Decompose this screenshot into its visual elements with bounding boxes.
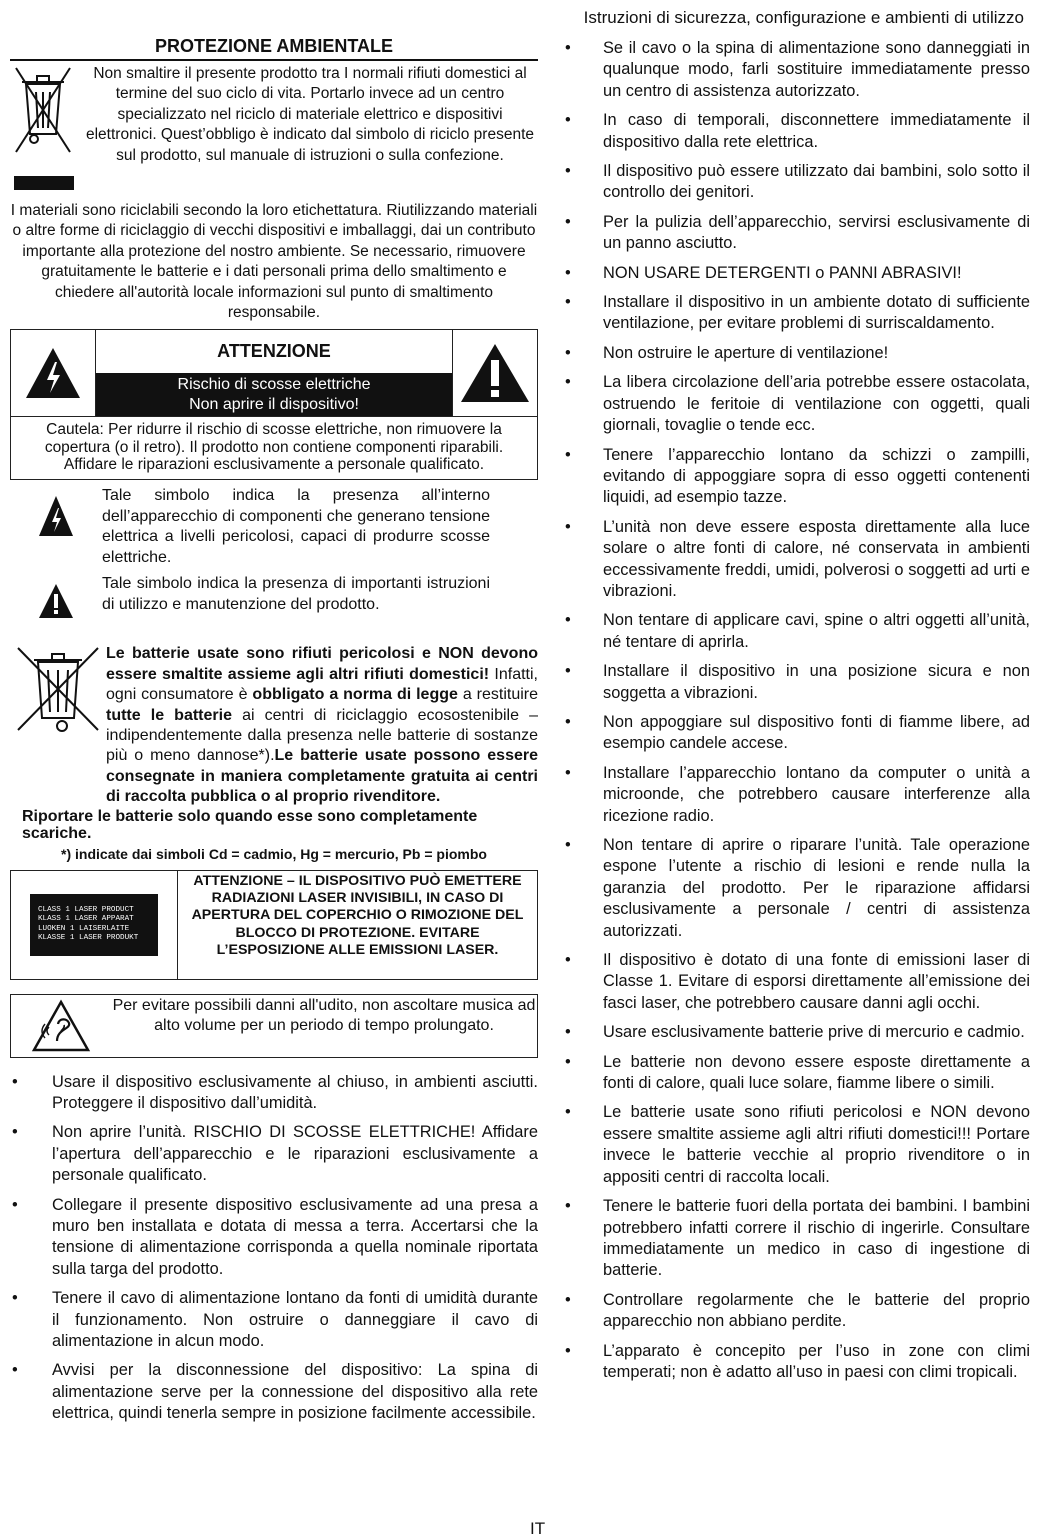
list-item — [562, 110, 1030, 153]
batteries-text1: Infatti, ogni consumatore è — [106, 665, 538, 704]
bullet: • — [565, 162, 571, 181]
list-item-text: Il dispositivo può essere utilizzato dai bambini, solo sotto il controllo dei genitori. — [603, 162, 1030, 202]
bullet: • — [12, 1361, 18, 1380]
attention-banner — [96, 373, 452, 416]
bullet: • — [565, 1052, 571, 1071]
list-item-text: Tenere l’apparecchio lontano da schizzi o zampilli, evitando di appoggiare sopra di esso oggetti contenenti liquidi, ad esempio tazze. — [603, 445, 1030, 507]
list-item-text: Le batterie usate sono rifiuti pericolosi e NON devono essere smaltite assieme agli altri rifiuti domestici!!! Portare invece le batterie vecchie al proprio rivenditore o in appositi centri di raccolta locali. — [603, 1103, 1030, 1186]
bullet: • — [12, 1289, 18, 1308]
bullet: • — [12, 1123, 18, 1142]
batteries-text3: ai centri di riciclaggio ecosostenibile – indipendentemente dalla presenza nelle batterie di sostanze più o meno dannose*). — [106, 706, 539, 765]
bullet: • — [565, 836, 571, 854]
batteries-para1 — [106, 644, 538, 807]
list-item — [10, 1072, 538, 1115]
exclamation-symbol-row — [10, 574, 538, 620]
list-item — [562, 343, 1030, 364]
attention-title: ATTENZIONE — [217, 341, 331, 362]
list-item — [562, 1196, 1030, 1282]
page-footer: IT — [530, 1519, 546, 1538]
list-item-text: Collegare il presente dispositivo esclusivamente ad una presa a muro ben installata e dotata di messa a terra. Accertarsi che la tensione di alimentazione corrisponda a quella nominale riportata sulla targa del prodotto. — [52, 1195, 538, 1278]
environment-para2: I materiali sono riciclabili secondo la loro etichettatura. Riutilizzando materiali o altre forme di riciclaggio di vecchi dispositivi e imballaggi, dai un contributo importante alla protezione del nostro ambiente. Se necessario, rimuovere gratuitamente le batterie e i dati personali prima dello smaltimento e chiedere all'autorità locale informazioni sul punto di smaltimento responsabile. — [10, 202, 538, 322]
exclamation-symbol-text: Tale simbolo indica la presenza di importanti istruzioni di utilizzo e manutenzione del prodotto. — [102, 575, 490, 613]
bullet: • — [565, 1290, 571, 1309]
list-item-text: Installare il dispositivo in un ambiente dotato di sufficiente ventilazione, per evitare problemi di surriscaldamento. — [603, 293, 1030, 333]
hearing-box — [10, 994, 538, 1058]
ear-warning-icon — [11, 995, 111, 1057]
list-item — [562, 1290, 1030, 1333]
list-item-text: Il dispositivo è dotato di una fonte di emissioni laser di Classe 1. Evitare di esporsi direttamente all’emissione dei fasci laser, che potrebbero causare danni agli occhi. — [603, 951, 1030, 1012]
laser-label-line: KLASSE 1 LASER PRODUKT — [38, 933, 139, 942]
list-item-text: Installare il dispositivo in una posizione sicura e non soggetta a vibrazioni. — [603, 662, 1030, 702]
list-item-text: Usare il dispositivo esclusivamente al chiuso, in ambienti asciutti. Proteggere il dispositivo dall’umidità. — [52, 1072, 538, 1112]
list-item-text: Non tentare di aprire o riparare l’unità. Tale operazione espone l’utente a rischio di lesioni e rende nulla la garanzia del prodotto. Per le riparazione affidarsi esclusivamente a personale / centri di assistenza autorizzati. — [603, 836, 1030, 940]
list-item — [10, 1360, 538, 1424]
left-bullet-list — [10, 1072, 538, 1425]
bullet: • — [565, 263, 571, 282]
list-item — [562, 372, 1030, 436]
list-item — [562, 517, 1030, 603]
page-header: Istruzioni di sicurezza, configurazione e ambienti di utilizzo — [583, 8, 1024, 27]
bullet: • — [12, 1195, 18, 1214]
list-item-text: L’apparato è concepito per l’uso in zone con climi temperati; non è adatto all’uso in paesi con climi tropicali. — [603, 1341, 1030, 1381]
list-item — [562, 1341, 1030, 1384]
bullet: • — [565, 662, 571, 681]
batteries-bold5: Riportare le batterie solo quando esse sono completamente scariche. — [22, 807, 478, 842]
list-item-text: Avvisi per la disconnessione del dispositivo: La spina di alimentazione serve per la connessione del dispositivo alla rete elettrica, quindi tenerla sempre in posizione facilmente accessibile. — [52, 1361, 538, 1423]
batteries-bold1: Le batterie usate sono rifiuti pericolosi e NON devono essere smaltite assieme agli altri rifiuti domestici! — [106, 645, 538, 683]
list-item — [10, 1122, 538, 1186]
bullet: • — [565, 212, 571, 231]
attention-line1: Rischio di scosse elettriche — [177, 376, 371, 394]
list-item-text: Non aprire l’unità. RISCHIO DI SCOSSE ELETTRICHE! Affidare l’apertura dell’apparecchio e le riparazioni esclusivamente a personale qualificato. — [52, 1123, 538, 1185]
bullet: • — [565, 343, 571, 362]
list-item-text: In caso di temporali, disconnettere immediatamente il dispositivo dalla rete elettrica. — [603, 111, 1030, 151]
bullet: • — [565, 39, 571, 57]
hearing-text: Per evitare possibili danni all'udito, non ascoltare musica ad alto volume per un periodo di tempo prolungato. — [112, 996, 536, 1035]
list-item-text: Tenere il cavo di alimentazione lontano da fonti di umidità durante il funzionamento. Non ostruire o danneggiare il cavo di alimentazione in alcun modo. — [52, 1289, 538, 1351]
bullet: • — [565, 1341, 571, 1360]
environment-block — [10, 64, 538, 201]
battery-bin-icon — [12, 644, 104, 741]
laser-label-line: LUOKEN 1 LAISERLAITE — [38, 924, 130, 933]
list-item — [562, 292, 1030, 335]
list-item — [10, 1288, 538, 1352]
batteries-block — [10, 644, 538, 861]
list-item — [562, 445, 1030, 509]
laser-label — [11, 871, 178, 979]
left-column — [10, 36, 538, 1433]
list-item — [562, 212, 1030, 255]
list-item-text: Se il cavo o la spina di alimentazione sono danneggiati in qualunque modo, farli sostituire immediatamente presso un centro di assistenza autorizzato. — [603, 39, 1030, 100]
list-item — [562, 950, 1030, 1014]
lightning-warning-icon — [11, 330, 95, 416]
bullet: • — [565, 111, 571, 130]
bullet: • — [565, 611, 571, 630]
exclamation-warning-icon — [453, 330, 537, 416]
list-item — [562, 263, 1030, 284]
list-item — [562, 835, 1030, 942]
laser-box — [10, 870, 538, 980]
lightning-symbol-text: Tale simbolo indica la presenza all’interno dell’apparecchio di componenti che generano tensione elettrica a livelli pericolosi, capaci di produrre scosse elettriche. — [102, 486, 490, 566]
bullet: • — [565, 445, 571, 464]
bullet: • — [12, 1072, 18, 1091]
environment-title: PROTEZIONE AMBIENTALE — [10, 36, 538, 61]
list-item — [562, 712, 1030, 755]
batteries-bold4: Le batterie usate possono essere consegnate in maniera completamente gratuita ai centri di raccolta pubblica o al proprio rivenditore. — [106, 747, 538, 806]
list-item — [562, 661, 1030, 704]
list-item-text: Per la pulizia dell’apparecchio, servirsi esclusivamente di un panno asciutto. — [603, 212, 1030, 253]
list-item-text: La libera circolazione dell’aria potrebbe essere ostacolata, ostruendo le feritoie di ventilazione con oggetti, quali giornali, tovaglie o tende ecc. — [603, 373, 1030, 435]
laser-label-line: CLASS 1 LASER PRODUCT — [38, 905, 134, 914]
bullet: • — [565, 1197, 571, 1216]
list-item — [562, 1102, 1030, 1188]
bullet: • — [565, 1103, 571, 1122]
lightning-symbol-row — [10, 486, 538, 568]
bullet: • — [565, 951, 571, 970]
batteries-bold3: tutte le batterie — [106, 706, 232, 724]
bullet: • — [565, 763, 571, 782]
right-bullet-list — [562, 38, 1030, 1383]
list-item-text: NON USARE DETERGENTI o PANNI ABRASIVI! — [603, 263, 962, 282]
list-item-text: Usare esclusivamente batterie prive di mercurio e cadmio. — [603, 1023, 1025, 1042]
list-item — [562, 763, 1030, 827]
attention-note: Cautela: Per ridurre il rischio di scosse elettriche, non rimuovere la copertura (o il retro). Il prodotto non contiene componenti riparabili. Affidare le riparazioni esclusivamente a personale qualificato. — [44, 421, 504, 474]
lightning-icon — [10, 486, 102, 568]
list-item — [562, 38, 1030, 102]
list-item — [562, 1022, 1030, 1043]
list-item-text: Tenere le batterie fuori della portata dei bambini. I bambini potrebbero infatti correre il rischio di ingerirle. Consultare immediatamente un medico in caso di ingestione di batterie. — [603, 1197, 1030, 1280]
bullet: • — [565, 1023, 571, 1042]
list-item-text: Controllare regolarmente che le batterie del proprio apparecchio non abbiano perdite. — [603, 1290, 1030, 1331]
batteries-text2: a restituire — [457, 686, 539, 704]
laser-warning: ATTENZIONE – IL DISPOSITIVO PUÒ EMETTERE RADIAZIONI LASER INVISIBILI, IN CASO DI APERTURA DEL COPERCHIO O RIMOZIONE DEL BLOCCO DI PROTEZIONE. EVITARE L’ESPOSIZIONE ALLE EMISSIONI LASER. — [191, 872, 524, 959]
list-item — [562, 1052, 1030, 1095]
bullet: • — [565, 517, 571, 536]
right-column — [562, 38, 1030, 1391]
bullet: • — [565, 712, 571, 731]
list-item — [10, 1195, 538, 1281]
list-item-text: L’unità non deve essere esposta direttamente alla luce solare o altre fonti di calore, né conservata in ambienti eccessivamente freddi, umidi, polverosi o soggetti ad urti e vibrazioni. — [603, 517, 1030, 600]
batteries-note: *) indicate dai simboli Cd = cadmio, Hg = mercurio, Pb = piombo — [61, 845, 487, 862]
batteries-para2 — [22, 808, 538, 842]
list-item-text: Le batterie non devono essere esposte direttamente a fonti di calore, quali luce solare, fiamme libere o simili. — [603, 1052, 1030, 1093]
list-item-text: Installare l’apparecchio lontano da computer o unità a microonde, che potrebbero causare interferenze alla ricezione radio. — [603, 763, 1030, 825]
bullet: • — [565, 373, 571, 392]
list-item-text: Non tentare di applicare cavi, spine o altri oggetti all’unità, né tentare di aprirla. — [603, 611, 1030, 651]
exclamation-icon — [10, 574, 102, 620]
bullet: • — [565, 293, 571, 312]
laser-label-line: KLASS 1 LASER APPARAT — [38, 915, 134, 924]
list-item — [562, 610, 1030, 653]
list-item — [562, 161, 1030, 204]
attention-line2: Non aprire il dispositivo! — [189, 396, 359, 414]
attention-box — [10, 329, 538, 480]
environment-para1: Non smaltire il presente prodotto tra I normali rifiuti domestici al termine del suo ciclo di vita. Portarlo invece ad un centro specializzato nel riciclo di materiale elettrico e dispositivi elettronici. Quest’obbligo è indicato dal simbolo di riciclo presente sul prodotto, sul manuale di istruzioni o sulla confezione. — [85, 65, 535, 164]
batteries-bold2: obbligato a norma di legge — [252, 686, 458, 704]
list-item-text: Non appoggiare sul dispositivo fonti di fiamme libere, ad esempio candele accese. — [603, 712, 1030, 753]
weee-bin-icon — [10, 64, 82, 201]
list-item-text: Non ostruire le aperture di ventilazione! — [603, 343, 889, 362]
